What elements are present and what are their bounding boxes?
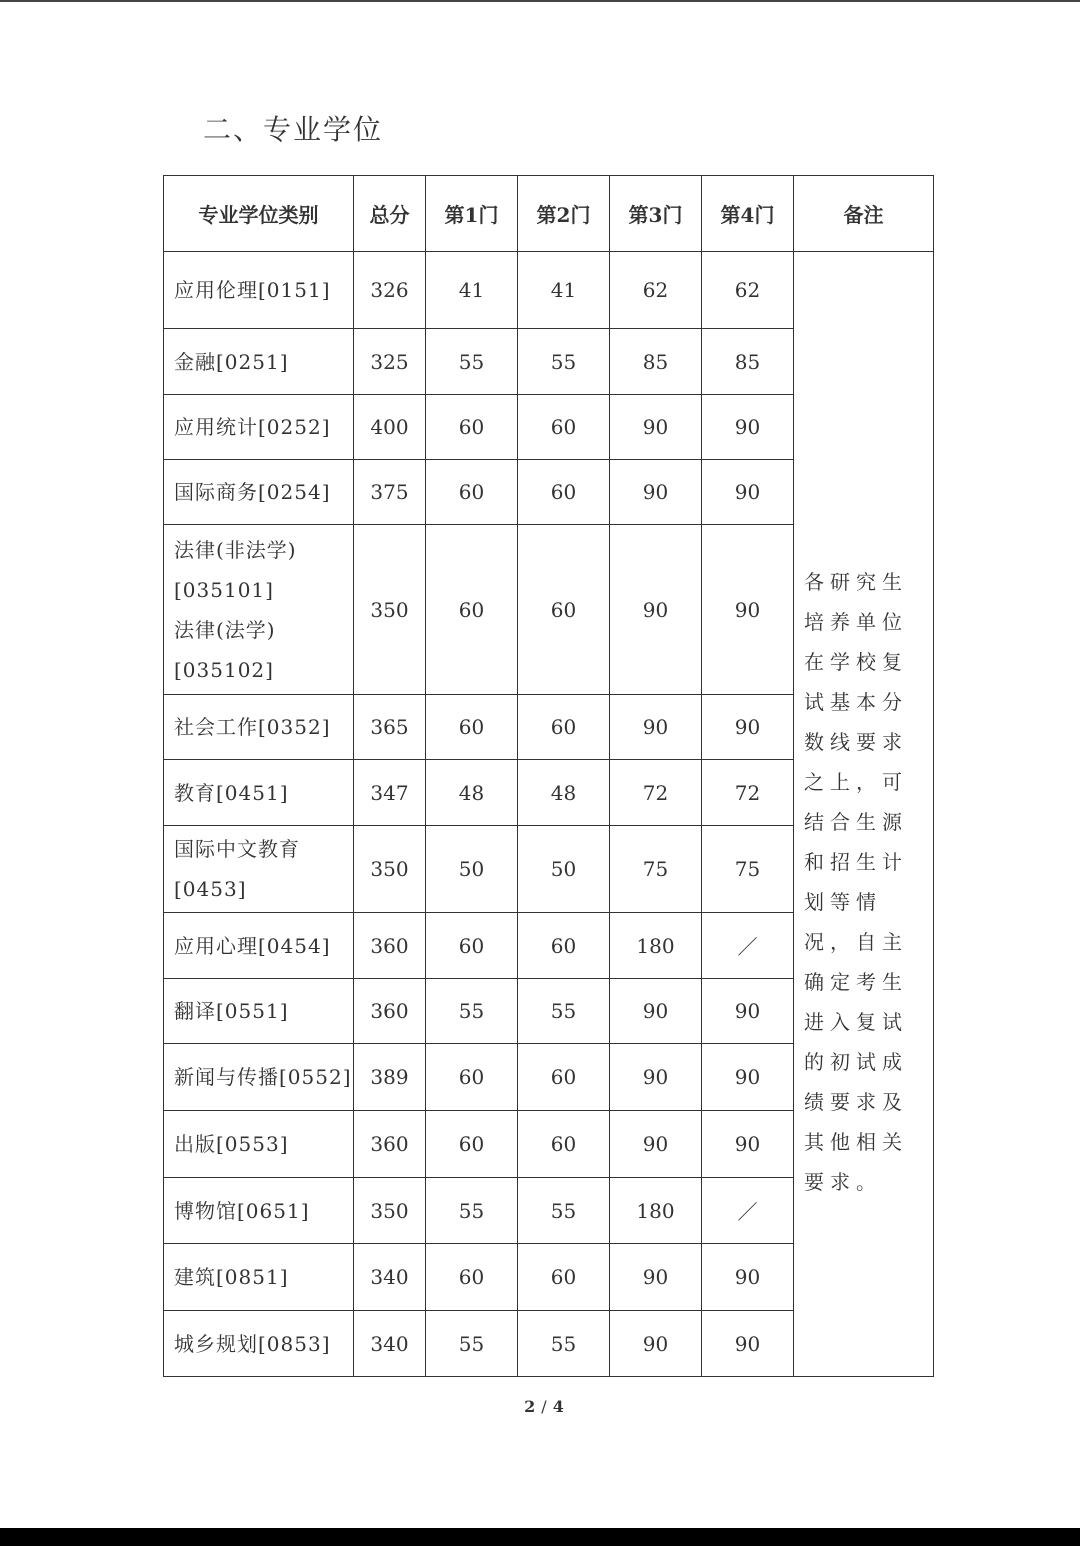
subject-3-score-cell: 90 — [610, 695, 702, 760]
header-category: 专业学位类别 — [164, 176, 354, 252]
subject-3-score-cell: 90 — [610, 460, 702, 525]
category-cell: 应用伦理[0151] — [164, 252, 354, 329]
subject-1-score-cell: 60 — [426, 1044, 518, 1111]
subject-2-score-cell: 50 — [518, 826, 610, 913]
subject-2-score-cell: 60 — [518, 1044, 610, 1111]
total-score-cell: 365 — [354, 695, 426, 760]
subject-3-score-cell: 90 — [610, 979, 702, 1044]
score-table — [163, 175, 934, 1377]
subject-2-score-cell: 60 — [518, 695, 610, 760]
total-score-cell: 350 — [354, 826, 426, 913]
subject-3-score-cell: 90 — [610, 1044, 702, 1111]
subject-1-score-cell: 41 — [426, 252, 518, 329]
category-cell: 新闻与传播[0552] — [164, 1044, 354, 1111]
subject-1-score-cell: 60 — [426, 913, 518, 979]
header-total: 总分 — [354, 176, 426, 252]
total-score-cell: 360 — [354, 979, 426, 1044]
total-score-cell: 389 — [354, 1044, 426, 1111]
subject-1-score-cell: 60 — [426, 1244, 518, 1311]
subject-2-score-cell: 55 — [518, 979, 610, 1044]
subject-3-score-cell: 72 — [610, 760, 702, 826]
total-score-cell: 326 — [354, 252, 426, 329]
subject-4-score-cell: 75 — [702, 826, 794, 913]
subject-4-score-cell: 90 — [702, 695, 794, 760]
subject-2-score-cell: 48 — [518, 760, 610, 826]
subject-1-score-cell: 48 — [426, 760, 518, 826]
total-score-cell: 360 — [354, 1111, 426, 1178]
total-score-cell: 340 — [354, 1244, 426, 1311]
subject-2-score-cell: 55 — [518, 329, 610, 395]
subject-4-score-cell: 85 — [702, 329, 794, 395]
subject-4-score-cell: ／ — [702, 1178, 794, 1244]
total-score-cell: 360 — [354, 913, 426, 979]
subject-1-score-cell: 55 — [426, 979, 518, 1044]
category-cell: 应用心理[0454] — [164, 913, 354, 979]
subject-4-score-cell: 62 — [702, 252, 794, 329]
subject-3-score-cell: 90 — [610, 1111, 702, 1178]
total-score-cell: 325 — [354, 329, 426, 395]
subject-1-score-cell: 50 — [426, 826, 518, 913]
page-current: 2 — [524, 1397, 536, 1416]
subject-4-score-cell: ／ — [702, 913, 794, 979]
subject-2-score-cell: 60 — [518, 1111, 610, 1178]
table-header-row — [164, 176, 934, 252]
bottom-bar — [0, 1528, 1080, 1546]
category-cell: 出版[0553] — [164, 1111, 354, 1178]
subject-4-score-cell: 90 — [702, 525, 794, 695]
subject-1-score-cell: 60 — [426, 525, 518, 695]
page-number — [0, 1397, 1080, 1416]
category-cell: 翻译[0551] — [164, 979, 354, 1044]
subject-4-score-cell: 90 — [702, 460, 794, 525]
subject-1-score-cell: 55 — [426, 1311, 518, 1377]
category-cell: 教育[0451] — [164, 760, 354, 826]
remark-cell: 各研究生培养单位在学校复试基本分数线要求之上，可结合生源和招生计划等情况，自主确定考生进入复试的初试成绩要求及其他相关要求。 — [794, 252, 934, 1377]
subject-3-score-cell: 90 — [610, 395, 702, 460]
section-title: 二、专业学位 — [203, 113, 384, 146]
category-cell: 国际商务[0254] — [164, 460, 354, 525]
subject-1-score-cell: 55 — [426, 329, 518, 395]
subject-4-score-cell: 72 — [702, 760, 794, 826]
subject-1-score-cell: 60 — [426, 395, 518, 460]
subject-1-score-cell: 60 — [426, 1111, 518, 1178]
category-cell: 社会工作[0352] — [164, 695, 354, 760]
subject-3-score-cell: 90 — [610, 1244, 702, 1311]
subject-3-score-cell: 62 — [610, 252, 702, 329]
page-separator: / — [541, 1397, 547, 1416]
subject-4-score-cell: 90 — [702, 395, 794, 460]
subject-1-score-cell: 60 — [426, 460, 518, 525]
page-total: 4 — [552, 1397, 564, 1416]
subject-1-score-cell: 55 — [426, 1178, 518, 1244]
total-score-cell: 375 — [354, 460, 426, 525]
category-cell: 博物馆[0651] — [164, 1178, 354, 1244]
total-score-cell: 350 — [354, 525, 426, 695]
category-cell: 建筑[0851] — [164, 1244, 354, 1311]
total-score-cell: 347 — [354, 760, 426, 826]
category-cell: 法律(非法学) [035101] 法律(法学) [035102] — [164, 525, 354, 695]
subject-3-score-cell: 85 — [610, 329, 702, 395]
subject-2-score-cell: 41 — [518, 252, 610, 329]
subject-3-score-cell: 90 — [610, 1311, 702, 1377]
subject-2-score-cell: 60 — [518, 1244, 610, 1311]
subject-3-score-cell: 75 — [610, 826, 702, 913]
category-cell: 应用统计[0252] — [164, 395, 354, 460]
subject-3-score-cell: 90 — [610, 525, 702, 695]
subject-3-score-cell: 180 — [610, 1178, 702, 1244]
total-score-cell: 340 — [354, 1311, 426, 1377]
subject-4-score-cell: 90 — [702, 1044, 794, 1111]
subject-3-score-cell: 180 — [610, 913, 702, 979]
subject-4-score-cell: 90 — [702, 979, 794, 1044]
subject-2-score-cell: 60 — [518, 395, 610, 460]
category-cell: 城乡规划[0853] — [164, 1311, 354, 1377]
category-cell: 金融[0251] — [164, 329, 354, 395]
subject-2-score-cell: 60 — [518, 460, 610, 525]
table-row — [164, 252, 934, 329]
header-subject-1: 第1门 — [426, 176, 518, 252]
top-border-line — [0, 0, 1080, 2]
subject-4-score-cell: 90 — [702, 1244, 794, 1311]
subject-4-score-cell: 90 — [702, 1111, 794, 1178]
subject-2-score-cell: 55 — [518, 1311, 610, 1377]
header-subject-2: 第2门 — [518, 176, 610, 252]
subject-2-score-cell: 60 — [518, 525, 610, 695]
total-score-cell: 350 — [354, 1178, 426, 1244]
subject-4-score-cell: 90 — [702, 1311, 794, 1377]
header-subject-3: 第3门 — [610, 176, 702, 252]
category-cell: 国际中文教育 [0453] — [164, 826, 354, 913]
total-score-cell: 400 — [354, 395, 426, 460]
header-remark: 备注 — [794, 176, 934, 252]
subject-2-score-cell: 55 — [518, 1178, 610, 1244]
subject-1-score-cell: 60 — [426, 695, 518, 760]
header-subject-4: 第4门 — [702, 176, 794, 252]
subject-2-score-cell: 60 — [518, 913, 610, 979]
score-table-body — [164, 252, 934, 1377]
